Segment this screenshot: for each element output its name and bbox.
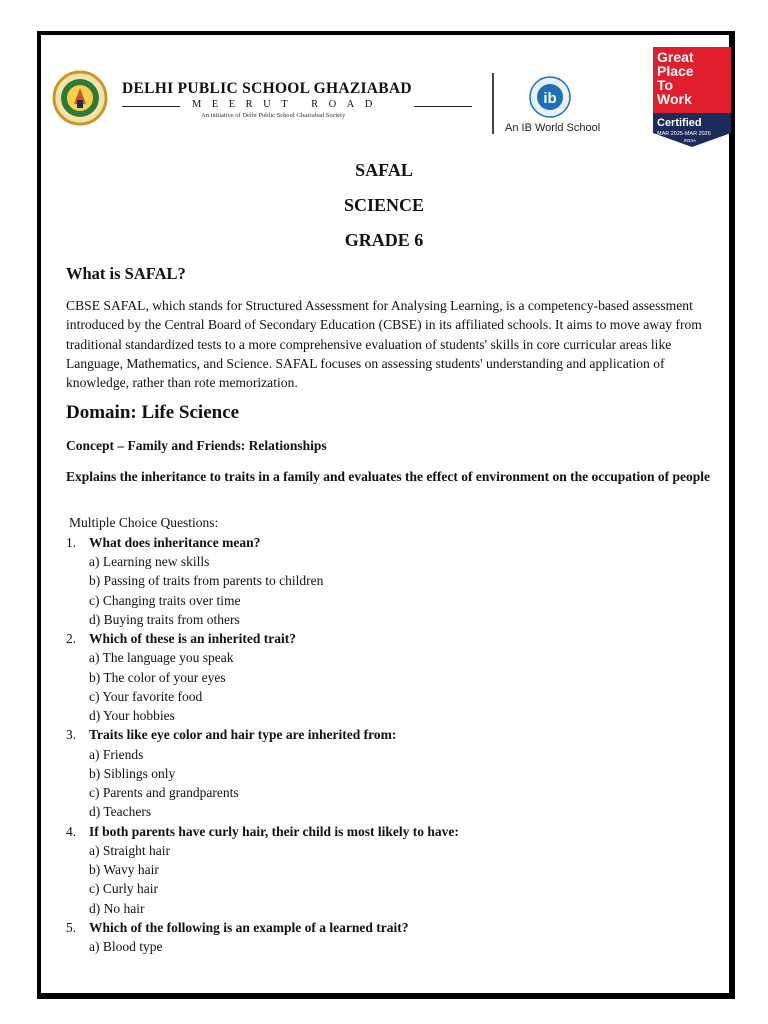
- answer-option: b) The color of your eyes: [89, 670, 226, 685]
- question-text: If both parents have curly hair, their child is most likely to have:: [89, 824, 459, 839]
- answer-option: a) Blood type: [89, 939, 163, 954]
- title-subject: SCIENCE: [343, 195, 425, 215]
- svg-text:Work: Work: [657, 91, 692, 107]
- ib-world-school-label: An IB World School: [505, 122, 601, 134]
- great-place-to-work-badge-icon: [651, 47, 733, 147]
- svg-text:ib: ib: [543, 90, 557, 107]
- school-location: MEERUT ROAD: [192, 99, 383, 110]
- question: [66, 727, 396, 743]
- answer-option: a) Friends: [89, 747, 144, 762]
- question: [66, 631, 296, 647]
- answer-option: d) Buying traits from others: [89, 612, 240, 627]
- answer-option: b) Passing of traits from parents to children: [89, 573, 324, 588]
- divider: [414, 106, 472, 107]
- intro-paragraph: CBSE SAFAL, which stands for Structured Assessment for Analysing Learning, is a competency-based assessment introduced by the Central Board of Secondary Education (CBSE) in its affiliated schools. It aims to move away from traditional standardized tests to a more comprehensive evaluation of students' skills in core curricular areas like Language, Mathematics, and Science. SAFAL focuses on assessing students' understanding and application of knowledge, rather than rote memorization.: [66, 298, 702, 391]
- school-name: DELHI PUBLIC SCHOOL GHAZIABAD: [122, 80, 412, 97]
- svg-text:MAR 2025-MAR 2026: MAR 2025-MAR 2026: [657, 131, 711, 137]
- svg-text:Great: Great: [657, 49, 694, 65]
- svg-text:To: To: [657, 77, 674, 93]
- question-number: 2.: [66, 631, 77, 646]
- question-number: 4.: [66, 824, 77, 839]
- question: [66, 824, 459, 840]
- svg-text:Place: Place: [657, 63, 694, 79]
- ib-logo-icon: [524, 75, 576, 119]
- divider: [122, 106, 180, 107]
- svg-text:Certified: Certified: [657, 117, 702, 129]
- answer-option: c) Parents and grandparents: [89, 785, 239, 800]
- answer-option: c) Curly hair: [89, 881, 158, 896]
- question-text: Which of the following is an example of a learned trait?: [89, 920, 409, 935]
- answer-option: d) No hair: [89, 901, 145, 916]
- intro-heading: What is SAFAL?: [66, 264, 186, 283]
- question-text: Which of these is an inherited trait?: [89, 631, 296, 646]
- title-safal: SAFAL: [355, 160, 413, 180]
- answer-option: a) Straight hair: [89, 843, 170, 858]
- question-number: 5.: [66, 920, 77, 935]
- svg-text:INDIA: INDIA: [684, 138, 697, 143]
- answer-option: d) Your hobbies: [89, 708, 175, 723]
- question-number: 1.: [66, 535, 77, 550]
- answer-option: d) Teachers: [89, 804, 152, 819]
- answer-option: b) Wavy hair: [89, 862, 159, 877]
- school-emblem-icon: [47, 70, 113, 126]
- question-text: Traits like eye color and hair type are inherited from:: [89, 727, 397, 742]
- mcq-label: Multiple Choice Questions:: [69, 515, 219, 530]
- header-divider: [492, 73, 494, 134]
- answer-option: c) Your favorite food: [89, 689, 203, 704]
- concept-heading: Concept – Family and Friends: Relationships: [66, 438, 327, 453]
- question: [66, 535, 260, 551]
- question: [66, 920, 408, 936]
- answer-option: a) The language you speak: [89, 650, 234, 665]
- title-grade: GRADE 6: [344, 230, 424, 250]
- question-text: What does inheritance mean?: [89, 535, 261, 550]
- answer-option: a) Learning new skills: [89, 554, 210, 569]
- question-number: 3.: [66, 727, 77, 742]
- answer-option: c) Changing traits over time: [89, 593, 241, 608]
- school-tagline: An initiative of Delhi Public School Ghaziabad Society: [201, 112, 346, 119]
- school-subtitle: [122, 99, 472, 113]
- learning-outcome: Explains the inheritance to traits in a family and evaluates the effect of environment on the occupation of people: [66, 469, 710, 484]
- answer-option: b) Siblings only: [89, 766, 176, 781]
- domain-heading: Domain: Life Science: [66, 402, 240, 423]
